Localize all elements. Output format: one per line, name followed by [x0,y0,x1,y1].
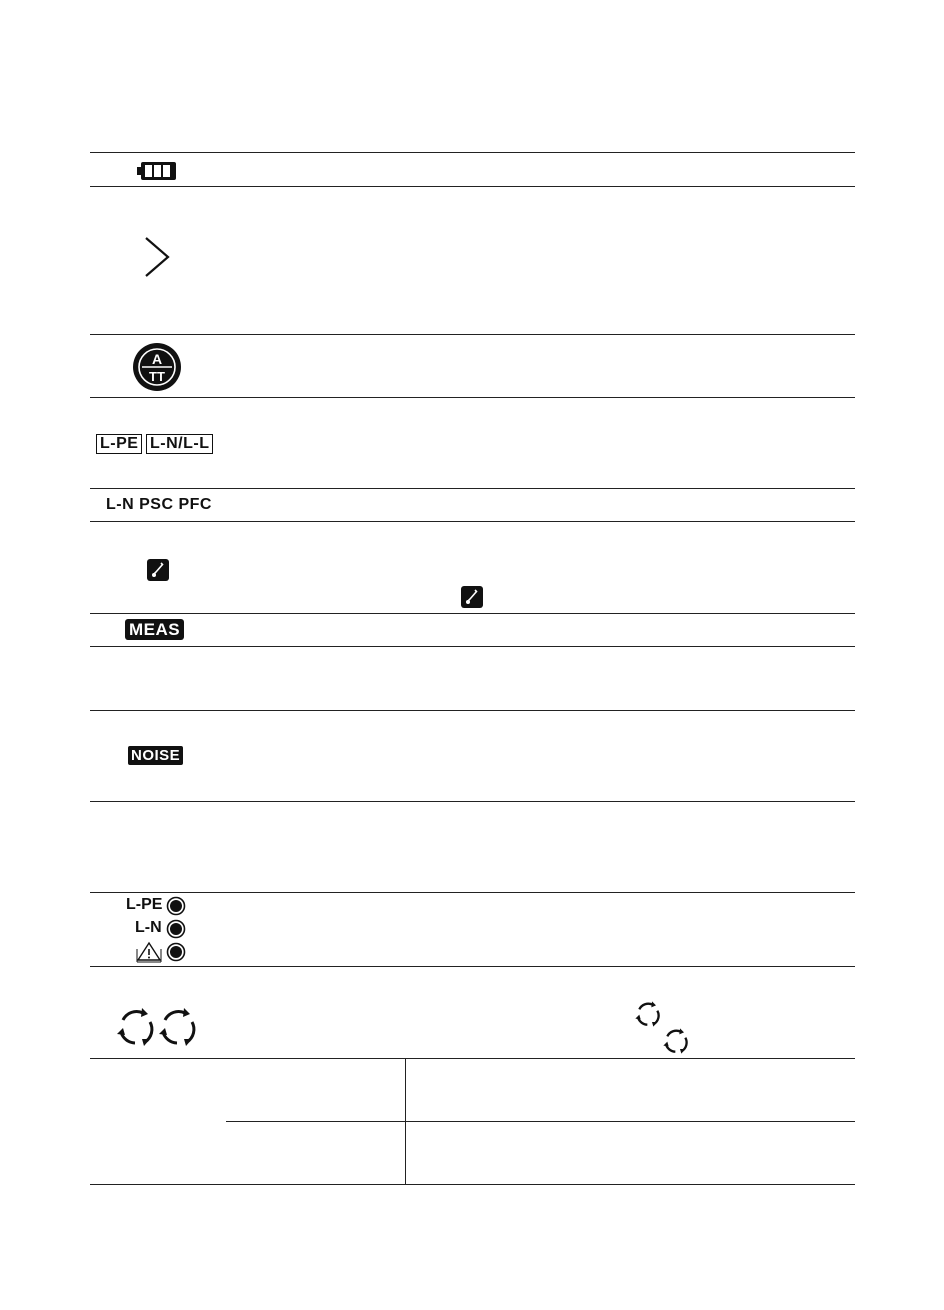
meas-badge: MEAS [125,619,184,640]
table-rule [90,186,855,187]
table-rule-partial [226,1121,855,1122]
table-rule [90,152,855,153]
noise-badge: NOISE [128,746,183,765]
rotating-arrows-icon [115,1006,157,1048]
rotating-arrows-small-icon [662,1027,690,1055]
table-rule [90,966,855,967]
table-column-divider [405,1058,406,1184]
table-rule [90,1058,855,1059]
ln-psc-pfc-label: L-N PSC PFC [106,496,212,513]
filled-circle-icon [166,896,186,916]
att-bottom-letters: TT [149,369,165,384]
table-rule [90,613,855,614]
indicator-lpe-label: L-PE [126,896,163,913]
table-rule [90,646,855,647]
att-top-letter: A [151,351,163,367]
table-rule [90,892,855,893]
battery-full-icon [137,161,177,181]
rotating-arrows-small-icon [634,1000,662,1028]
mode-lpe-label: L-PE [96,434,142,454]
table-rule [90,710,855,711]
rotating-arrows-icon [157,1006,199,1048]
filled-circle-icon [166,942,186,962]
greater-than-icon [142,236,172,278]
table-rule [90,334,855,335]
indicator-ln-label: L-N [135,919,162,936]
table-rule [90,397,855,398]
table-rule [90,488,855,489]
mode-ln-ll-label: L-N/L-L [146,434,213,454]
probe-icon [147,559,169,581]
table-rule [90,1184,855,1185]
table-rule [90,521,855,522]
probe-inline-icon [461,586,483,608]
warning-triangle-icon [136,941,162,963]
att-circle-icon [131,341,183,393]
filled-circle-icon [166,919,186,939]
table-rule [90,801,855,802]
